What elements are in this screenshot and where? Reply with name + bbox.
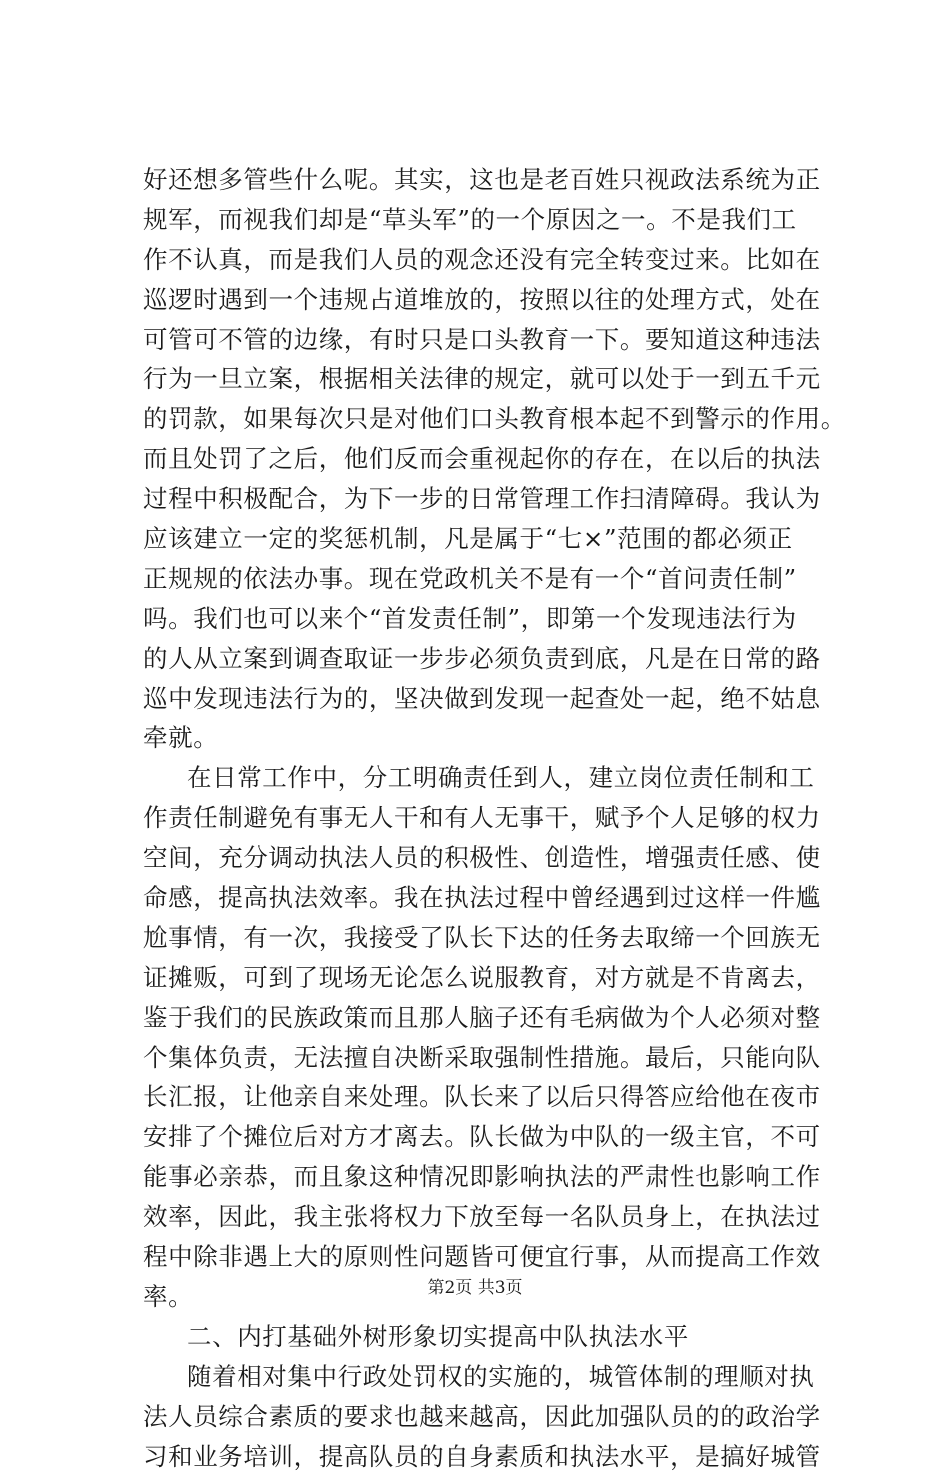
text-line: 证摊贩，可到了现场无论怎么说服教育，对方就是不肯离去， [143,958,843,998]
text-line: 巡逻时遇到一个违规占道堆放的，按照以往的处理方式，处在 [143,280,843,320]
text-line: 巡中发现违法行为的，坚决做到发现一起查处一起，绝不姑息 [143,679,843,719]
text-line: 的人从立案到调查取证一步步必须负责到底，凡是在日常的路 [143,639,843,679]
text-line: 鉴于我们的民族政策而且那人脑子还有毛病做为个人必须对整 [143,998,843,1038]
text-line: 率。 [143,1277,843,1317]
text-line: 过程中积极配合，为下一步的日常管理工作扫清障碍。我认为 [143,479,843,519]
text-line: 在日常工作中，分工明确责任到人，建立岗位责任制和工 [143,758,843,798]
text-line: 习和业务培训，提高队员的自身素质和执法水平，是搞好城管 [143,1437,843,1476]
text-line: 效率，因此，我主张将权力下放至每一名队员身上，在执法过 [143,1197,843,1237]
text-line: 命感，提高执法效率。我在执法过程中曾经遇到过这样一件尴 [143,878,843,918]
text-line: 能事必亲恭，而且象这种情况即影响执法的严肃性也影响工作 [143,1157,843,1197]
text-line: 吗。我们也可以来个“首发责任制”，即第一个发现违法行为 [143,599,843,639]
text-line: 应该建立一定的奖惩机制，凡是属于“七×”范围的都必须正 [143,519,843,559]
text-line: 个集体负责，无法擅自决断采取强制性措施。最后，只能向队 [143,1038,843,1078]
text-line: 法人员综合素质的要求也越来越高，因此加强队员的的政治学 [143,1397,843,1437]
text-line: 作不认真，而是我们人员的观念还没有完全转变过来。比如在 [143,240,843,280]
text-line: 空间，充分调动执法人员的积极性、创造性，增强责任感、使 [143,838,843,878]
text-line: 牵就。 [143,718,843,758]
text-line: 长汇报，让他亲自来处理。队长来了以后只得答应给他在夜市 [143,1077,843,1117]
text-line: 正规规的依法办事。现在党政机关不是有一个“首问责任制” [143,559,843,599]
text-line: 二、内打基础外树形象切实提高中队执法水平 [143,1317,843,1357]
text-line: 作责任制避免有事无人干和有人无事干，赋予个人足够的权力 [143,798,843,838]
text-line: 行为一旦立案，根据相关法律的规定，就可以处于一到五千元 [143,359,843,399]
text-line: 规军，而视我们却是“草头军”的一个原因之一。不是我们工 [143,200,843,240]
text-line: 尬事情，有一次，我接受了队长下达的任务去取缔一个回族无 [143,918,843,958]
text-line: 程中除非遇上大的原则性问题皆可便宜行事，从而提高工作效 [143,1237,843,1277]
text-line: 可管可不管的边缘，有时只是口头教育一下。要知道这种违法 [143,320,843,360]
text-line: 随着相对集中行政处罚权的实施的，城管体制的理顺对执 [143,1357,843,1397]
text-line: 而且处罚了之后，他们反而会重视起你的存在，在以后的执法 [143,439,843,479]
page-footer: 第2页 共3页 [0,1277,950,1299]
text-line: 的罚款，如果每次只是对他们口头教育根本起不到警示的作用。 [143,399,843,439]
text-line: 安排了个摊位后对方才离去。队长做为中队的一级主官，不可 [143,1117,843,1157]
text-line: 好还想多管些什么呢。其实，这也是老百姓只视政法系统为正 [143,160,843,200]
